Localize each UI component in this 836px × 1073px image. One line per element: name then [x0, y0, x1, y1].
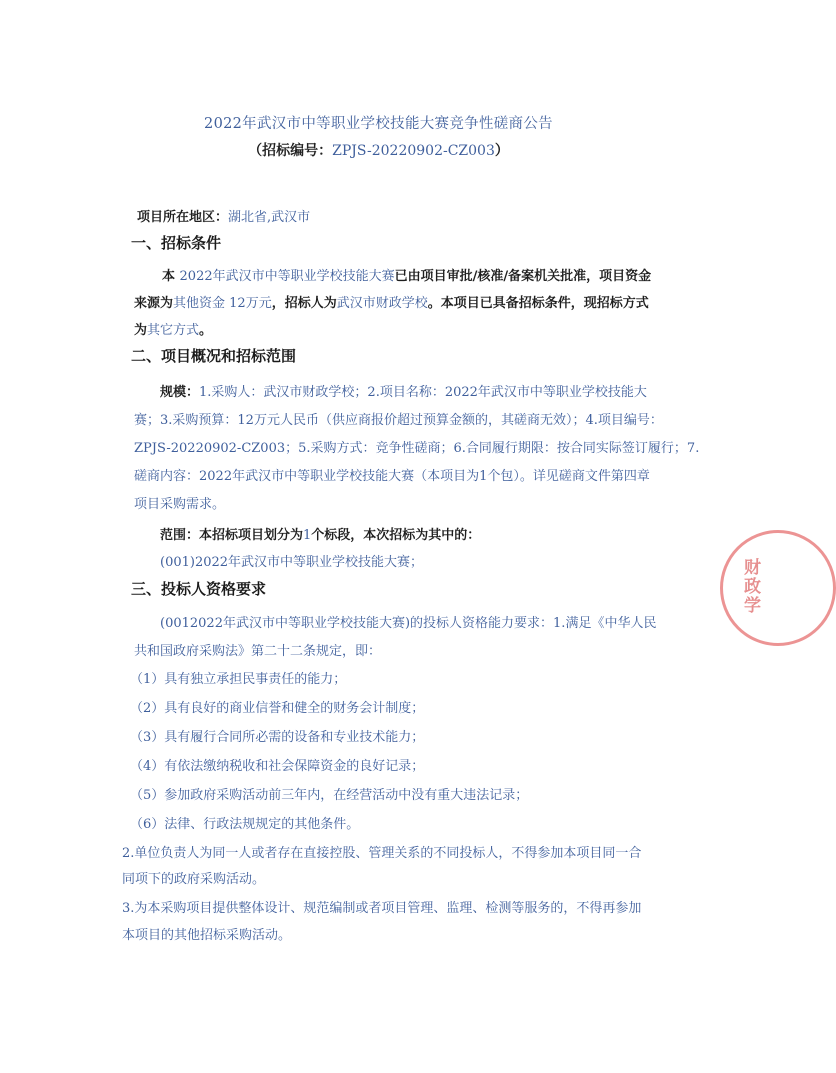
bid-number: ZPJS-20220902-CZ003 — [332, 143, 495, 159]
section1-line1 — [162, 265, 651, 284]
range-item: (001)2022年武汉市中等职业学校技能大赛； — [160, 555, 424, 570]
scale-text: 1.采购人：武汉市财政学校；2.项目名称：2022年武汉市中等职业学校技能大 — [199, 385, 647, 400]
range-count: 1 — [303, 528, 312, 543]
region-value: 湖北省,武汉市 — [228, 210, 311, 225]
section3-p2-line1: 2.单位负责人为同一人或者存在直接控股、管理关系的不同投标人，不得参加本项目同一合 — [122, 846, 642, 861]
subtitle-close: ） — [494, 143, 509, 159]
document-title: 2022年武汉市中等职业学校技能大赛竞争性磋商公告 — [204, 116, 553, 132]
bid-number-line — [0, 140, 757, 160]
section3-p3-line1: 3.为本采购项目提供整体设计、规范编制或者项目管理、监理、检测等服务的，不得再参加 — [122, 901, 642, 916]
range-text: 个标段，本次招标为其中的： — [311, 528, 481, 543]
seal-text: 财政学 — [740, 558, 760, 615]
qualification-item: （6）法律、行政法规规定的其他条件。 — [130, 817, 360, 832]
s1-text: 已由项目审批/核准/备案机关批准，项目资金 — [394, 269, 652, 284]
region-label: 项目所在地区： — [137, 210, 229, 225]
range-line — [160, 524, 480, 543]
s1-text: ，招标人为 — [271, 296, 337, 311]
section1-line2 — [134, 292, 649, 311]
s1-text: 来源为 — [134, 296, 174, 311]
s1-text: 。 — [199, 323, 213, 338]
qualification-item: （2）具有良好的商业信誉和健全的财务会计制度； — [130, 701, 425, 716]
section2-heading: 二、项目概况和招标范围 — [131, 347, 297, 365]
fund-source: 其他资金 12万元 — [173, 296, 272, 311]
s1-text: 。本项目已具备招标条件，现招标方式 — [427, 296, 649, 311]
s1-text: 本 — [162, 269, 180, 284]
section3-intro2: 共和国政府采购法》第二十二条规定，即： — [134, 644, 382, 659]
section1-heading: 一、招标条件 — [131, 234, 222, 252]
project-name: 2022年武汉市中等职业学校技能大赛 — [179, 269, 395, 284]
scale-label: 规模： — [160, 385, 200, 400]
s1-text: 为 — [134, 323, 148, 338]
tenderer: 武汉市财政学校 — [336, 296, 428, 311]
section2-line2: 赛；3.采购预算：12万元人民币（供应商报价超过预算金额的，其磋商无效）；4.项目编号： — [134, 413, 663, 428]
section2-line3: ZPJS-20220902-CZ003；5.采购方式：竞争性磋商；6.合同履行期限：按合同实际签订履行；7. — [134, 441, 700, 456]
section2-line5: 项目采购需求。 — [134, 497, 226, 512]
region-line — [137, 206, 310, 225]
section3-heading: 三、投标人资格要求 — [131, 580, 267, 598]
section2-line1 — [160, 381, 647, 400]
subtitle-open: （招标编号： — [248, 143, 333, 159]
qualification-item: （1）具有独立承担民事责任的能力； — [130, 672, 347, 687]
section3-p3-line2: 本项目的其他招标采购活动。 — [122, 928, 292, 943]
qualification-item: （4）有依法缴纳税收和社会保障资金的良好记录； — [130, 759, 425, 774]
section3-intro1: (0012022年武汉市中等职业学校技能大赛)的投标人资格能力要求：1.满足《中华人民 — [160, 616, 657, 631]
qualification-item: （5）参加政府采购活动前三年内，在经营活动中没有重大违法记录； — [130, 788, 529, 803]
bid-method: 其它方式 — [147, 323, 200, 338]
qualification-item: （3）具有履行合同所必需的设备和专业技术能力； — [130, 730, 425, 745]
section1-line3 — [134, 319, 212, 338]
range-text: 范围：本招标项目划分为 — [160, 528, 304, 543]
section3-p2-line2: 同项下的政府采购活动。 — [122, 872, 266, 887]
section2-line4: 磋商内容：2022年武汉市中等职业学校技能大赛（本项目为1个包）。详见磋商文件第四章 — [134, 469, 650, 484]
